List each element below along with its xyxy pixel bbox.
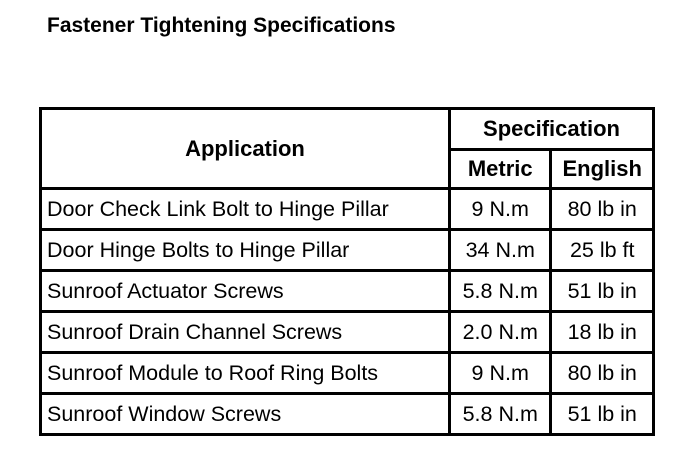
cell-metric: 34 N.m [451, 231, 552, 272]
cell-metric: 9 N.m [451, 190, 552, 231]
column-header-specification: Specification [451, 110, 655, 151]
cell-english: 51 lb in [552, 395, 655, 436]
column-header-english: English [552, 151, 655, 190]
cell-english: 25 lb ft [552, 231, 655, 272]
cell-application: Door Hinge Bolts to Hinge Pillar [42, 231, 451, 272]
cell-english: 18 lb in [552, 313, 655, 354]
cell-application: Sunroof Drain Channel Screws [42, 313, 451, 354]
cell-metric: 9 N.m [451, 354, 552, 395]
cell-metric: 5.8 N.m [451, 395, 552, 436]
table-row [42, 272, 655, 313]
cell-english: 51 lb in [552, 272, 655, 313]
cell-english: 80 lb in [552, 354, 655, 395]
column-header-application: Application [42, 110, 451, 190]
fastener-spec-table [39, 107, 655, 436]
table-row [42, 190, 655, 231]
cell-metric: 5.8 N.m [451, 272, 552, 313]
table-row [42, 313, 655, 354]
cell-application: Sunroof Module to Roof Ring Bolts [42, 354, 451, 395]
page-title: Fastener Tightening Specifications [47, 14, 396, 37]
cell-application: Sunroof Window Screws [42, 395, 451, 436]
column-header-metric: Metric [451, 151, 552, 190]
cell-metric: 2.0 N.m [451, 313, 552, 354]
table-row [42, 354, 655, 395]
cell-application: Sunroof Actuator Screws [42, 272, 451, 313]
table-row [42, 231, 655, 272]
table-header [42, 110, 655, 190]
table-body [42, 190, 655, 436]
cell-english: 80 lb in [552, 190, 655, 231]
header-row-top [42, 110, 655, 151]
table-row [42, 395, 655, 436]
cell-application: Door Check Link Bolt to Hinge Pillar [42, 190, 451, 231]
